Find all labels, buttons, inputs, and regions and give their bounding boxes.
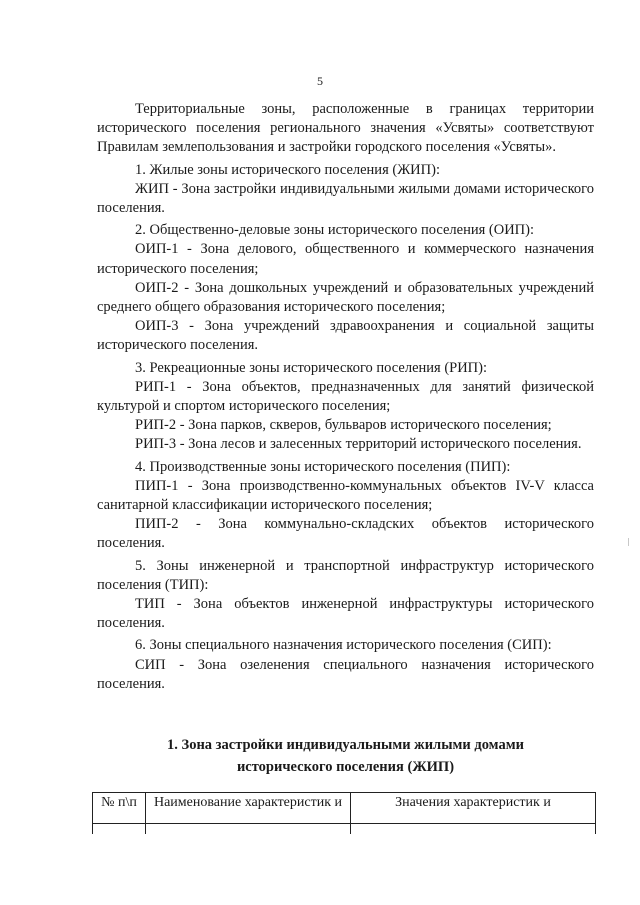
page-number: 5 [317, 74, 323, 88]
table-cell [93, 824, 146, 835]
table-header-number: № п\п [93, 793, 146, 824]
group-2-title: 2. Общественно-деловые зоны исторического поселения (ОИП): [135, 222, 534, 239]
group-1-item-1: ЖИП - Зона застройки индивидуальными жилыми домами исторического поселения. [97, 180, 594, 217]
table-header-name: Наименование характеристик и [146, 793, 351, 824]
group-2-item-1: ОИП-1 - Зона делового, общественного и коммерческого назначения исторического поселения; [97, 241, 594, 277]
group-3-item-3: РИП-3 - Зона лесов и залесенных территорий исторического поселения. [135, 436, 582, 453]
table-row [93, 824, 596, 835]
group-1-title: 1. Жилые зоны исторического поселения (ЖИП): [135, 161, 440, 178]
zone-heading-line-1: 1. Зона застройки индивидуальными жилыми домами [167, 737, 524, 753]
group-4-item-1: ПИП-1 - Зона производственно-коммунальных объектов IV-V класса санитарной классификации исторического поселения; [97, 477, 594, 514]
group-2-item-3: ОИП-3 - Зона учреждений здравоохранения и социальной защиты исторического поселения. [97, 318, 594, 354]
group-4-item-2: ПИП-2 - Зона коммунально-складских объектов исторического поселения. [97, 516, 594, 552]
table-cell [351, 824, 596, 835]
group-6-item-1: СИП - Зона озеленения специального назначения исторического поселения. [97, 656, 594, 692]
document-body [97, 100, 594, 694]
table-header-value: Значения характеристик и [351, 793, 596, 824]
group-6-title: 6. Зоны специального назначения исторического поселения (СИП): [135, 637, 552, 654]
table-header-row [93, 793, 596, 824]
scan-margin-mark [628, 538, 629, 546]
group-2-item-2: ОИП-2 - Зона дошкольных учреждений и образовательных учреждений среднего общего образования исторического поселения; [97, 279, 594, 316]
characteristics-table [92, 792, 596, 834]
intro-paragraph: Территориальные зоны, расположенные в границах территории исторического поселения регионального значения «Усвяты» соответствуют Правилам землепользования и застройки городского поселения «Усвяты». [97, 101, 594, 156]
group-5-title: 5. Зоны инженерной и транспортной инфраструктур исторического поселения (ТИП): [97, 557, 594, 593]
zone-heading-line-2: исторического поселения (ЖИП) [236, 759, 455, 775]
group-3-title: 3. Рекреационные зоны исторического поселения (РИП): [135, 359, 488, 376]
group-5-item-1: ТИП - Зона объектов инженерной инфраструктуры исторического поселения. [97, 596, 594, 632]
group-3-item-1: РИП-1 - Зона объектов, предназначенных для занятий физической культурой и спортом исторического поселения; [97, 378, 594, 415]
group-3-item-2: РИП-2 - Зона парков, скверов, бульваров исторического поселения; [135, 417, 552, 434]
table-cell [146, 824, 351, 835]
zone-heading [97, 734, 594, 778]
group-4-title: 4. Производственные зоны исторического поселения (ПИП): [135, 458, 511, 475]
